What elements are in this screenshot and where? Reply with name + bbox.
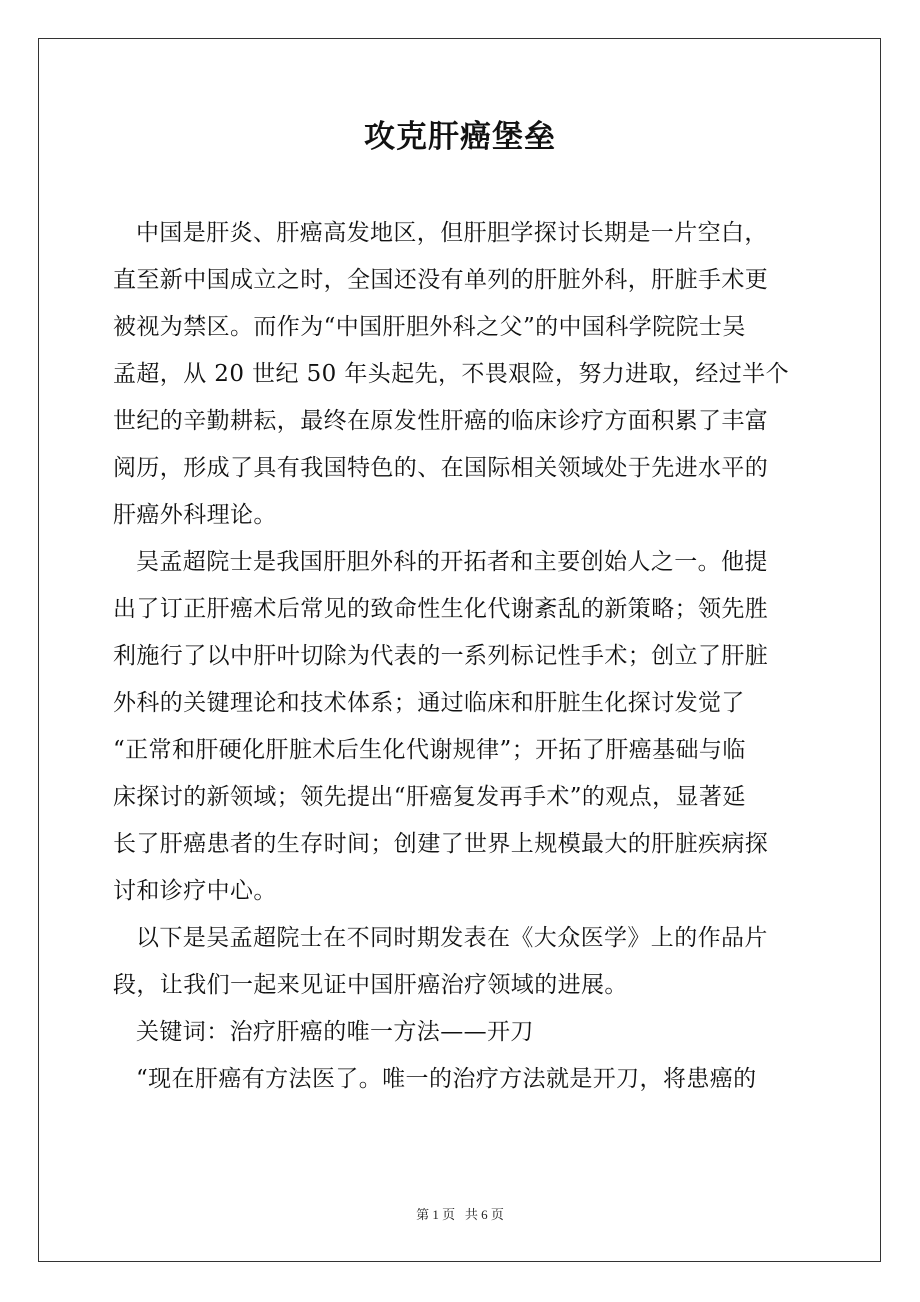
text-line: 被视为禁区。而作为“中国肝胆外科之父”的中国科学院院士吴 <box>113 314 746 340</box>
text-line: 直至新中国成立之时，全国还没有单列的肝脏外科，肝脏手术更 <box>113 267 769 293</box>
text-line: “现在肝癌有方法医了。唯一的治疗方法就是开刀，将患癌的 <box>136 1066 757 1092</box>
text-line: 孟超，从 20 世纪 50 年头起先，不畏艰险，努力进取，经过半个 <box>113 361 789 387</box>
page-number: 第 1 页 <box>416 1207 456 1222</box>
text-line: “正常和肝硬化肝脏术后生化代谢规律”；开拓了肝癌基础与临 <box>113 737 746 763</box>
text-line: 外科的关键理论和技术体系；通过临床和肝脏生化探讨发觉了 <box>113 690 745 716</box>
text-line: 以下是吴孟超院士在不同时期发表在《大众医学》上的作品片 <box>136 925 768 951</box>
keyword-line: 关键词：治疗肝癌的唯一方法——开刀 <box>136 1019 534 1045</box>
text-line: 阅历，形成了具有我国特色的、在国际相关领域处于先进水平的 <box>113 455 769 481</box>
text-line: 讨和诊疗中心。 <box>113 878 277 904</box>
text-line: 利施行了以中肝叶切除为代表的一系列标记性手术；创立了肝脏 <box>113 643 769 669</box>
document-title: 攻克肝癌堡垒 <box>364 119 556 155</box>
text-line: 中国是肝炎、肝癌高发地区，但肝胆学探讨长期是一片空白， <box>136 220 768 246</box>
page-total: 共 6 页 <box>464 1207 504 1222</box>
text-line: 吴孟超院士是我国肝胆外科的开拓者和主要创始人之一。他提 <box>136 549 768 575</box>
page-footer <box>0 1205 920 1225</box>
text-line: 肝癌外科理论。 <box>113 502 277 528</box>
text-line: 段，让我们一起来见证中国肝癌治疗领域的进展。 <box>113 972 628 998</box>
document-body <box>113 210 805 1103</box>
text-line: 出了订正肝癌术后常见的致命性生化代谢紊乱的新策略；领先胜 <box>113 596 769 622</box>
text-line: 世纪的辛勤耕耘，最终在原发性肝癌的临床诊疗方面积累了丰富 <box>113 408 769 434</box>
text-line: 床探讨的新领域；领先提出“肝癌复发再手术”的观点，显著延 <box>113 784 746 810</box>
text-line: 长了肝癌患者的生存时间；创建了世界上规模最大的肝脏疾病探 <box>113 831 769 857</box>
